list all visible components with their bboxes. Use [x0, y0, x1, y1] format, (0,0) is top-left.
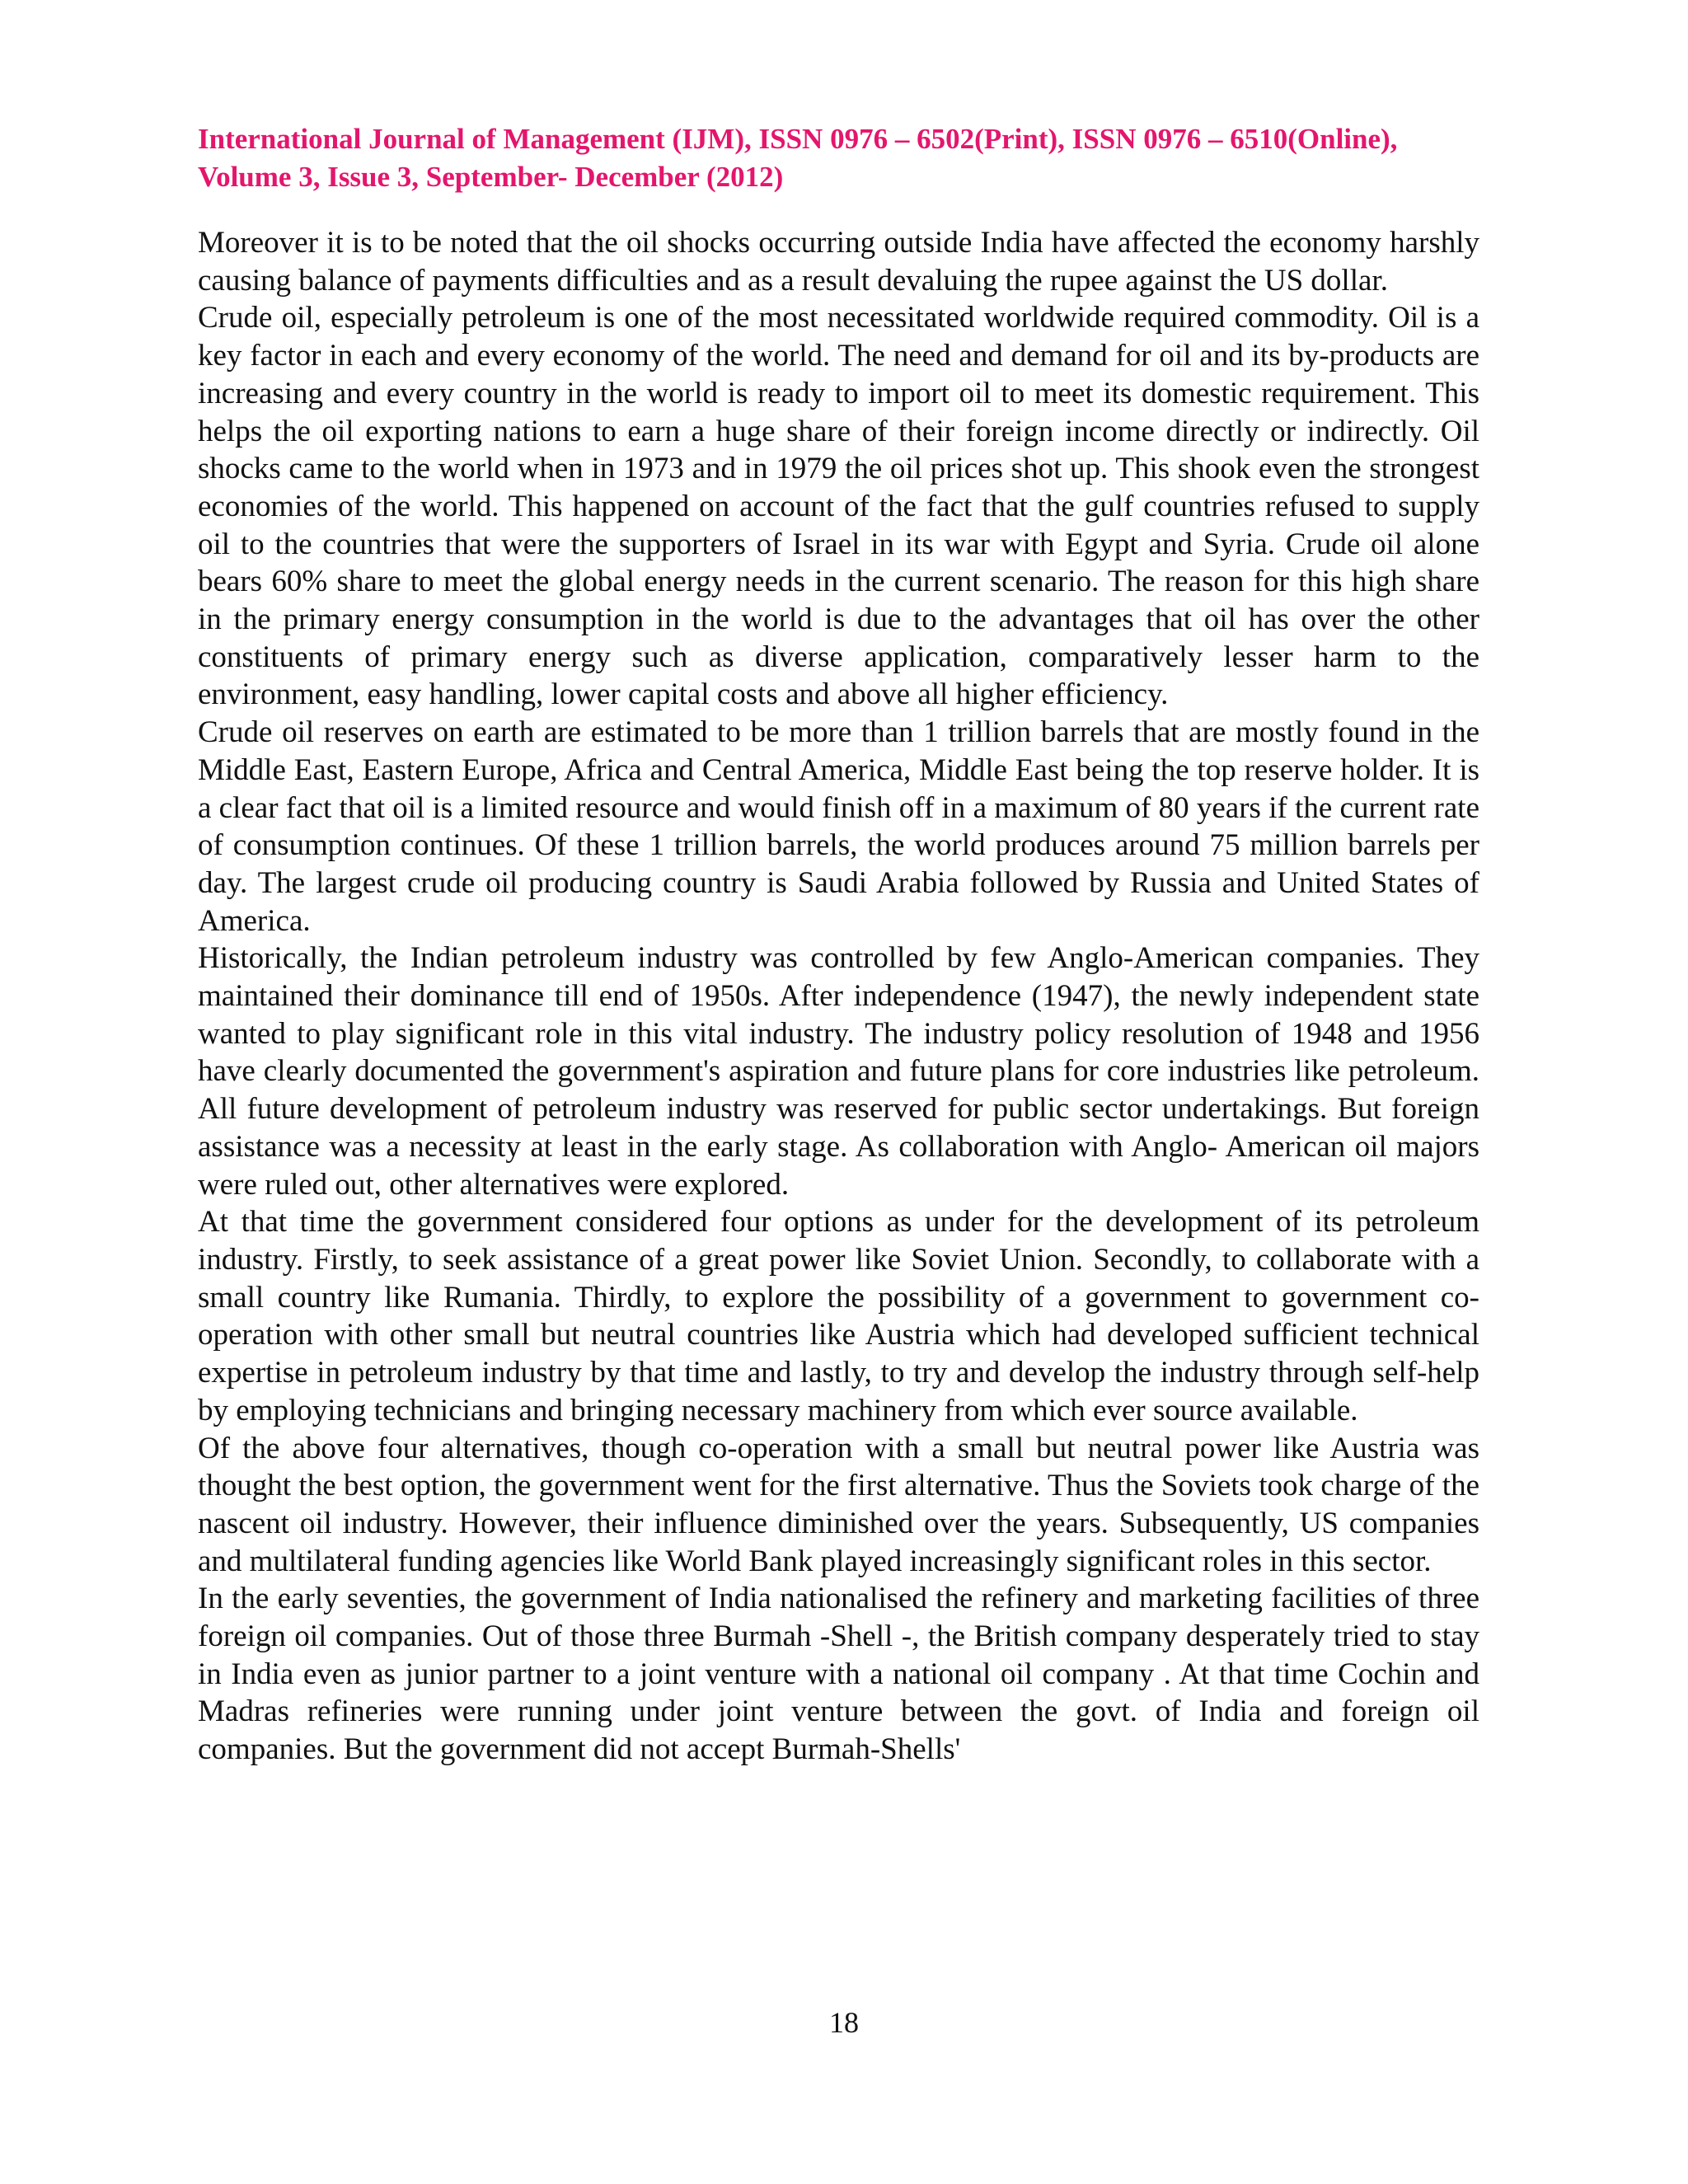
- paragraph-crude-oil-commodity: Crude oil, especially petroleum is one of the most necessitated worldwide required commodity. Oil is a key factor in each and every economy of the world. The need and demand for oil and its by-products are increasing and every country in the world is ready to import oil to meet its domestic requirement. This helps the oil exporting nations to earn a huge share of their foreign income directly or indirectly. Oil shocks came to the world when in 1973 and in 1979 the oil prices shot up. This shook even the strongest economies of the world. This happened on account of the fact that the gulf countries refused to supply oil to the countries that were the supporters of Israel in its war with Egypt and Syria. Crude oil alone bears 60% share to meet the global energy needs in the current scenario. The reason for this high share in the primary energy consumption in the world is due to the advantages that oil has over the other constituents of primary energy such as diverse application, comparatively lesser harm to the environment, easy handling, lower capital costs and above all higher efficiency.: [198, 301, 1479, 712]
- page-number: 18: [829, 2006, 859, 2039]
- article-body: [198, 224, 1479, 1769]
- journal-header-line-2: Volume 3, Issue 3, September- December (2012): [198, 161, 784, 193]
- paragraph-crude-oil-reserves: Crude oil reserves on earth are estimated to be more than 1 trillion barrels that are mostly found in the Middle East, Eastern Europe, Africa and Central America, Middle East being the top reserve holder. It is a clear fact that oil is a limited resource and would finish off in a maximum of 80 years if the current rate of consumption continues. Of these 1 trillion barrels, the world produces around 75 million barrels per day. The largest crude oil producing country is Saudi Arabia followed by Russia and United States of America.: [198, 715, 1479, 938]
- paragraph-four-options: At that time the government considered four options as under for the development of its petroleum industry. Firstly, to seek assistance of a great power like Soviet Union. Secondly, to collaborate with a small country like Rumania. Thirdly, to explore the possibility of a government to government co-operation with other small but neutral countries like Austria which had developed sufficient technical expertise in petroleum industry by that time and lastly, to try and develop the industry through self-help by employing technicians and bringing necessary machinery from which ever source available.: [198, 1205, 1479, 1427]
- journal-header-line-1: International Journal of Management (IJM), ISSN 0976 – 6502(Print), ISSN 0976 – 6510(Online),: [198, 123, 1398, 155]
- journal-header: [198, 120, 1484, 196]
- paragraph-soviet-alternative: Of the above four alternatives, though co-operation with a small but neutral power like Austria was thought the best option, the government went for the first alternative. Thus the Soviets took charge of the nascent oil industry. However, their influence diminished over the years. Subsequently, US companies and multilateral funding agencies like World Bank played increasingly significant roles in this sector.: [198, 1431, 1479, 1578]
- paragraph-oil-shocks-rupee: Moreover it is to be noted that the oil shocks occurring outside India have affected the economy harshly causing balance of payments difficulties and as a result devaluing the rupee against the US dollar.: [198, 226, 1479, 298]
- paragraph-indian-petroleum-history: Historically, the Indian petroleum industry was controlled by few Anglo-American companies. They maintained their dominance till end of 1950s. After independence (1947), the newly independent state wanted to play significant role in this vital industry. The industry policy resolution of 1948 and 1956 have clearly documented the government's aspiration and future plans for core industries like petroleum. All future development of petroleum industry was reserved for public sector undertakings. But foreign assistance was a necessity at least in the early stage. As collaboration with Anglo- American oil majors were ruled out, other alternatives were explored.: [198, 941, 1479, 1202]
- paragraph-nationalisation: In the early seventies, the government of India nationalised the refinery and marketing facilities of three foreign oil companies. Out of those three Burmah -Shell -, the British company desperately tried to stay in India even as junior partner to a joint venture with a national oil company . At that time Cochin and Madras refineries were running under joint venture between the govt. of India and foreign oil companies. But the government did not accept Burmah-Shells': [198, 1582, 1479, 1767]
